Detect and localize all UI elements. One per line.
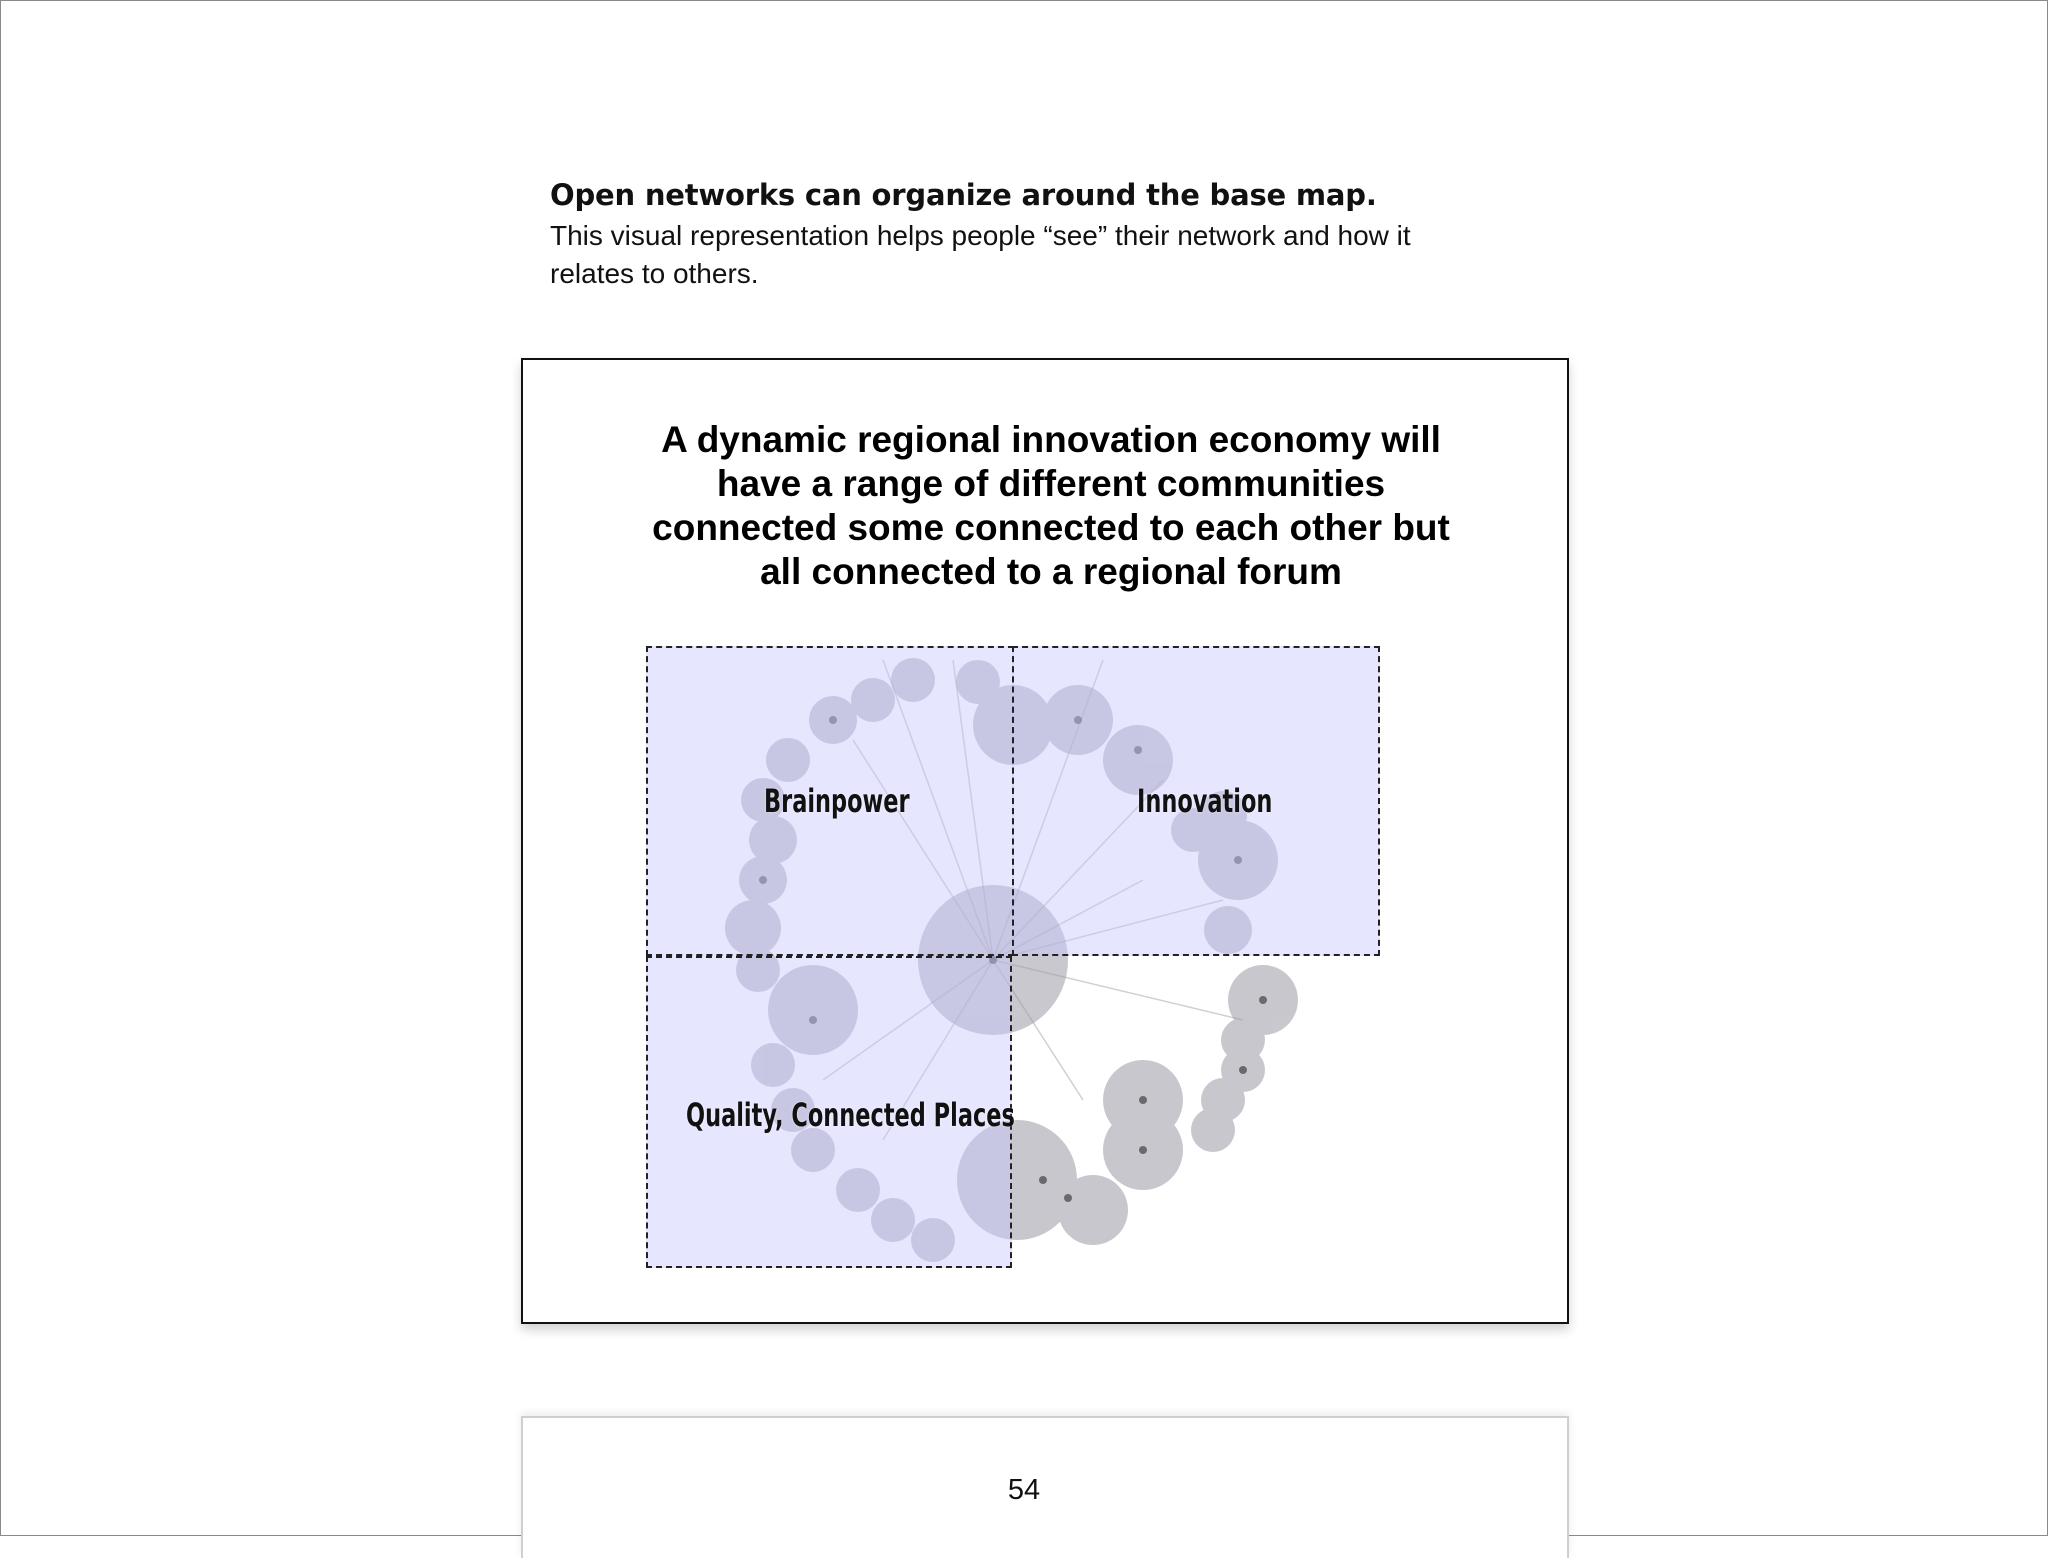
slide-title-line-1: A dynamic regional innovation economy will <box>661 419 1441 460</box>
caption <box>550 173 1510 293</box>
caption-heading: Open networks can organize around the base map. <box>550 178 1377 212</box>
caption-body-line-2: relates to others. <box>550 258 759 289</box>
slide-title-line-2: have a range of different communities <box>716 463 1386 504</box>
slide-title-line-4: all connected to a regional forum <box>760 551 1342 592</box>
caption-body-line-1: This visual representation helps people “see” their network and how it <box>550 220 1411 251</box>
label-innovation: Innovation <box>1137 782 1273 820</box>
label-brainpower: Brainpower <box>764 782 910 820</box>
label-quality-connected-places: Quality, Connected Places <box>686 1096 1015 1134</box>
page-number: 54 <box>1007 1474 1041 1506</box>
slide-title-line-3: connected some connected to each other but <box>652 507 1450 548</box>
slide-thumbnail <box>521 358 1569 1324</box>
